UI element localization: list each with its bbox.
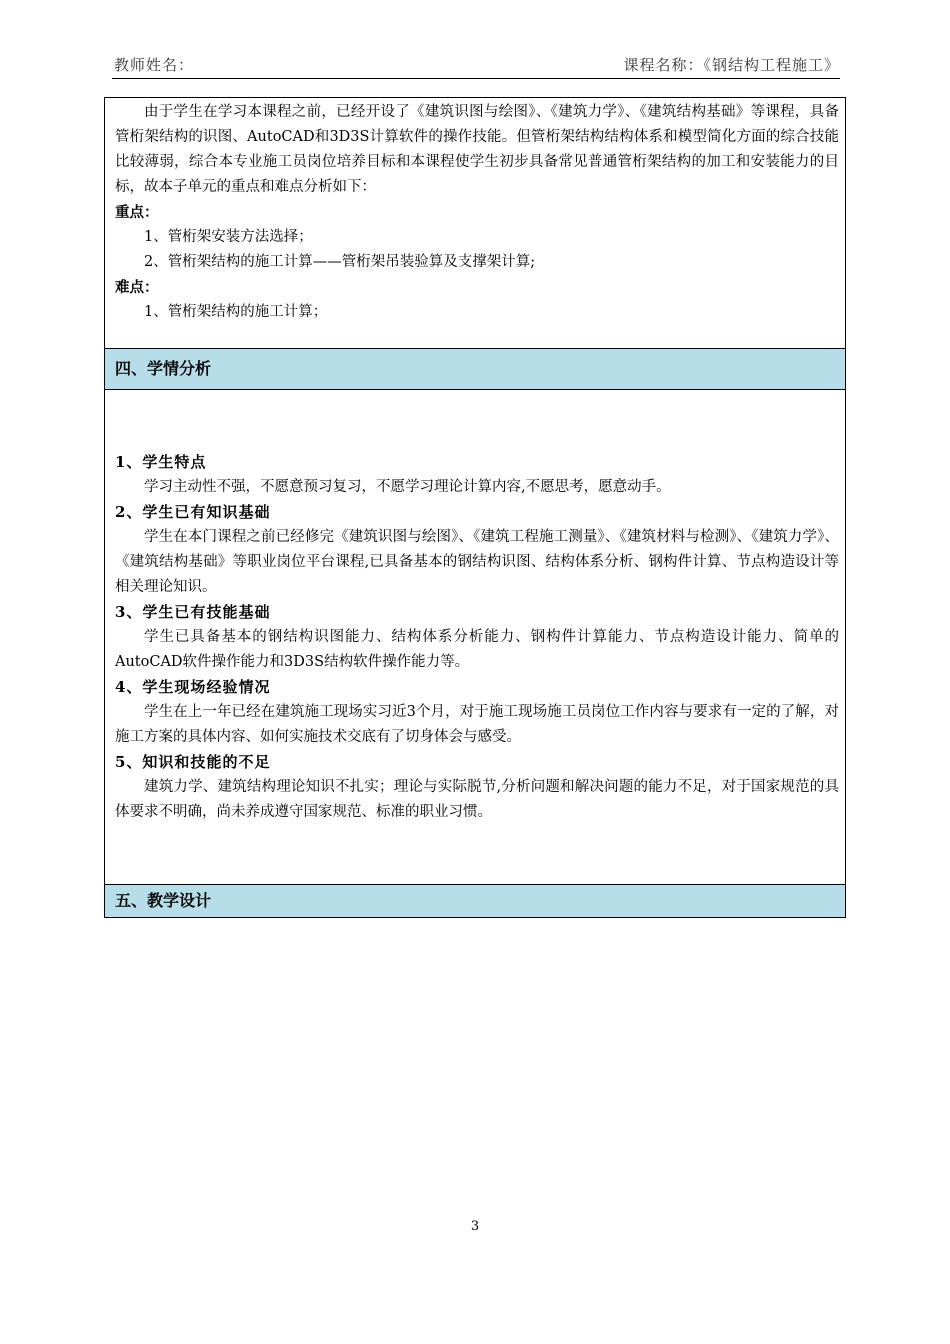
page-number: 3 <box>470 1219 480 1234</box>
analysis-text: 学生在上一年已经在建筑施工现场实习近3个月，对于施工现场施工员岗位工作内容与要求有一定的了解，对施工方案的具体内容、如何实施技术交底有了切身体会与感受。 <box>115 704 839 745</box>
section5-title: 五、教学设计 <box>105 885 846 918</box>
analysis-heading: 1、学生特点 <box>115 453 207 471</box>
key-points-label: 重点： <box>115 204 159 221</box>
difficult-points-label: 难点： <box>115 279 159 296</box>
section5-header-row <box>105 885 846 918</box>
analysis-text: 学生已具备基本的钢结构识图能力、结构体系分析能力、钢构件计算能力、节点构造设计能力、简单的AutoCAD软件操作能力和3D3S结构软件操作能力等。 <box>115 629 839 670</box>
difficult-point-item: 1、管桁架结构的施工计算； <box>144 304 328 320</box>
section4-body-row <box>105 390 846 885</box>
analysis-text: 学习主动性不强，不愿意预习复习，不愿学习理论计算内容,不愿思考，愿意动手。 <box>144 479 671 495</box>
section4-title: 四、学情分析 <box>105 349 846 390</box>
section4-header-row <box>105 349 846 390</box>
analysis-heading: 5、知识和技能的不足 <box>115 753 271 771</box>
key-point-item: 2、管桁架结构的施工计算——管桁架吊装验算及支撑架计算; <box>144 254 536 270</box>
analysis-heading: 3、学生已有技能基础 <box>115 603 271 621</box>
key-point-item: 1、管桁架安装方法选择； <box>144 229 313 245</box>
course-name-label: 课程名称：《钢结构工程施工》 <box>623 56 840 74</box>
key-points-cell <box>105 98 845 325</box>
intro-paragraph: 由于学生在学习本课程之前，已经开设了《建筑识图与绘图》、《建筑力学》、《建筑结构基础》等课程，具备管桁架结构的识图、AutoCAD和3D3S计算软件的操作技能。但管桁架结构结构体系和模型简化方面的综合技能比较薄弱，综合本专业施工员岗位培养目标和本课程使学生初步具备常见普通管桁架结构的加工和安装能力的目标，故本子单元的重点和难点分析如下： <box>115 104 839 195</box>
lesson-plan-table <box>104 97 846 918</box>
teacher-name-label: 教师姓名： <box>114 56 195 74</box>
analysis-text: 学生在本门课程之前已经修完《建筑识图与绘图》、《建筑工程施工测量》、《建筑材料与检测》、《建筑力学》、《建筑结构基础》等职业岗位平台课程,已具备基本的钢结构识图、结构体系分析、钢构件计算、节点构造设计等相关理论知识。 <box>115 529 839 595</box>
student-analysis-cell <box>105 390 845 825</box>
page-header <box>112 52 840 79</box>
key-points-row <box>105 98 846 349</box>
analysis-text: 建筑力学、建筑结构理论知识不扎实；理论与实际脱节,分析问题和解决问题的能力不足，对于国家规范的具体要求不明确，尚未养成遵守国家规范、标准的职业习惯。 <box>115 779 839 820</box>
analysis-heading: 2、学生已有知识基础 <box>115 503 271 521</box>
analysis-heading: 4、学生现场经验情况 <box>115 678 271 696</box>
